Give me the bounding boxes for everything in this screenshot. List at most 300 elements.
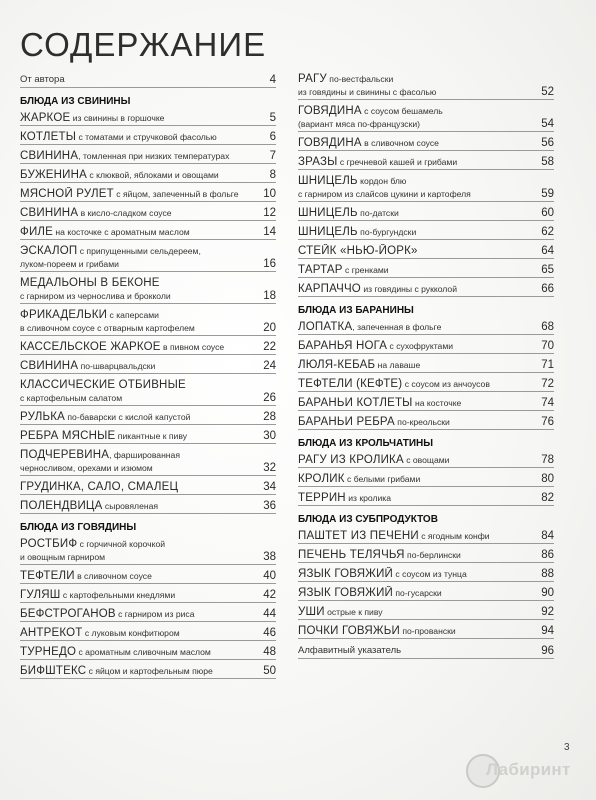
toc-entry-title (20, 276, 259, 302)
toc-entry-title (20, 168, 266, 181)
toc-entry-line (20, 321, 259, 334)
dish-description: по-баварски с кислой капустой (65, 412, 191, 422)
dish-name: ШНИЦЕЛЬ (298, 175, 358, 187)
toc-entry-page-number: 76 (541, 416, 554, 428)
toc-entry-line (20, 378, 259, 391)
toc-entry-page-number: 58 (541, 156, 554, 168)
toc-left-column (20, 72, 276, 683)
toc-entry[interactable] (20, 206, 276, 221)
toc-entry-line (298, 72, 537, 85)
dish-description: из говядины с рукколой (360, 284, 458, 294)
toc-entry-page-number: 86 (541, 549, 554, 561)
toc-entry-title (20, 607, 259, 620)
toc-entry-line (20, 359, 259, 372)
toc-entry-title (20, 410, 259, 423)
toc-entry-line (298, 117, 537, 130)
toc-entry-title (20, 626, 259, 639)
toc-entry-line (298, 358, 537, 371)
toc-entry-page-number: 50 (263, 665, 276, 677)
toc-section-heading: БЛЮДА ИЗ СВИНИНЫ (20, 96, 131, 107)
toc-entry-page-number: 10 (263, 188, 276, 200)
dish-name: ПОЛЕНДВИЦА (20, 500, 103, 512)
toc-entry-line (20, 289, 259, 302)
toc-section-heading: БЛЮДА ИЗ БАРАНИНЫ (298, 305, 414, 316)
toc-entry-line (298, 206, 537, 219)
dish-name: ГРУДИНКА, САЛО, СМАЛЕЦ (20, 481, 179, 493)
dish-name: ТЕФТЕЛИ (КЕФТЕ) (298, 378, 403, 390)
toc-entry-title (298, 472, 537, 485)
dish-description: , фаршированная (109, 450, 180, 460)
dish-name: СВИНИНА (20, 207, 79, 219)
dish-name: АНТРЕКОТ (20, 627, 83, 639)
dish-name: ШНИЦЕЛЬ (298, 226, 358, 238)
toc-entry-page-number: 36 (263, 500, 276, 512)
toc-entry-title (298, 206, 537, 219)
toc-entry-line (20, 206, 259, 219)
dish-description: по-датски (357, 208, 399, 218)
toc-entry-line (20, 588, 259, 601)
toc-entry-page-number: 46 (263, 627, 276, 639)
toc-entry-page-number: 82 (541, 492, 554, 504)
toc-entry-page-number: 8 (269, 169, 276, 181)
toc-entry-line (298, 643, 537, 657)
toc-entry-line (20, 626, 259, 639)
dish-description: в сливочном соусе (361, 138, 439, 148)
toc-entry-page-number: 94 (541, 625, 554, 637)
toc-entry-title (20, 499, 259, 512)
toc-entry-title (20, 72, 266, 86)
dish-name: КОТЛЕТЫ (20, 131, 77, 143)
toc-entry-line (20, 429, 259, 442)
watermark (466, 752, 592, 790)
toc-entry-page-number: 12 (263, 207, 276, 219)
toc-entry[interactable] (298, 358, 554, 373)
dish-description: из свинины в горшочке (70, 113, 165, 123)
toc-entry-line (298, 415, 537, 428)
toc-entry[interactable] (298, 72, 554, 100)
dish-description: и овощным гарниром (20, 552, 106, 562)
toc-entry-title (298, 225, 537, 238)
toc-entry-line (20, 499, 259, 512)
dish-description: из говядины и свинины с фасолью (298, 87, 437, 97)
toc-entry-page-number: 80 (541, 473, 554, 485)
toc-entry-title (298, 136, 537, 149)
dish-name: ШНИЦЕЛЬ (298, 207, 358, 219)
toc-entry[interactable] (298, 567, 554, 582)
dish-description: по-креольски (394, 417, 450, 427)
toc-entry[interactable] (298, 339, 554, 354)
toc-entry[interactable] (20, 664, 276, 679)
toc-entry-line (298, 624, 537, 637)
toc-section-heading: БЛЮДА ИЗ КРОЛЬЧАТИНЫ (298, 438, 434, 449)
toc-entry-title (298, 491, 537, 504)
dish-name: БЕФСТРОГАНОВ (20, 608, 116, 620)
dish-name: ЯЗЫК ГОВЯЖИЙ (298, 568, 393, 580)
toc-entry-line (20, 130, 266, 143)
dish-name: ПОЧКИ ГОВЯЖЬИ (298, 625, 400, 637)
toc-entry[interactable] (298, 174, 554, 202)
dish-description: на косточке (412, 398, 462, 408)
toc-entry-page-number: 92 (541, 606, 554, 618)
dish-name: СТЕЙК «НЬЮ-ЙОРК» (298, 245, 418, 257)
toc-entry-line (298, 472, 537, 485)
toc-entry-page-number: 4 (269, 74, 276, 86)
toc-entry[interactable] (20, 588, 276, 603)
toc-entry-page-number: 56 (541, 137, 554, 149)
toc-entry[interactable] (298, 282, 554, 297)
toc-entry-title (20, 448, 259, 474)
toc-entry-line (20, 480, 259, 493)
toc-entry[interactable] (20, 149, 276, 164)
toc-entry[interactable] (298, 244, 554, 259)
toc-entry[interactable] (20, 378, 276, 406)
toc-entry-page-number: 59 (541, 188, 554, 200)
toc-entry-page-number: 14 (263, 226, 276, 238)
toc-entry-page-number: 24 (263, 360, 276, 372)
dish-name: РЕБРА МЯСНЫЕ (20, 430, 116, 442)
dish-name: ГУЛЯШ (20, 589, 61, 601)
toc-entry-title (298, 377, 537, 390)
dish-name: КЛАССИЧЕСКИЕ ОТБИВНЫЕ (20, 379, 186, 391)
toc-entry-page-number: 64 (541, 245, 554, 257)
toc-entry-title (20, 187, 259, 200)
toc-entry[interactable] (20, 308, 276, 336)
dish-name: БАРАНЬЯ НОГА (298, 340, 388, 352)
toc-entry[interactable] (20, 410, 276, 425)
toc-entry-page-number: 66 (541, 283, 554, 295)
toc-entry-title (20, 149, 266, 162)
toc-entry-line (20, 607, 259, 620)
toc-entry-line (298, 155, 537, 168)
dish-description: с картофельными кнедлями (60, 590, 176, 600)
dish-name: РАГУ (298, 73, 327, 85)
toc-entry[interactable] (20, 187, 276, 202)
dish-description: От автора (20, 74, 65, 85)
toc-entry[interactable] (298, 605, 554, 620)
dish-description: , томленная при низких температурах (78, 151, 230, 161)
dish-description: с гречневой кашей и грибами (337, 157, 458, 167)
dish-name: БИФШТЕКС (20, 665, 87, 677)
toc-entry-page-number: 54 (541, 118, 554, 130)
dish-description: в сливочном соусе (74, 571, 152, 581)
dish-name: МЕДАЛЬОНЫ В БЕКОНЕ (20, 277, 160, 289)
dish-description: пикантные к пиву (115, 431, 188, 441)
dish-description: острые к пиву (324, 607, 383, 617)
dish-name: ФРИКАДЕЛЬКИ (20, 309, 108, 321)
toc-entry-title (20, 308, 259, 334)
dish-description: с яйцом, запеченный в фольге (113, 189, 239, 199)
toc-entry-page-number: 7 (269, 150, 276, 162)
toc-entry-title (298, 567, 537, 580)
toc-entry[interactable] (298, 453, 554, 468)
toc-entry-title (20, 429, 259, 442)
dish-name: СВИНИНА (20, 360, 79, 372)
toc-entry[interactable] (298, 586, 554, 601)
toc-entry-line (298, 136, 537, 149)
page-number: 3 (564, 742, 570, 753)
toc-entry[interactable] (20, 225, 276, 240)
toc-entry-page-number: 22 (263, 341, 276, 353)
toc-entry[interactable] (298, 415, 554, 430)
dish-description: с гарниром из риса (115, 609, 195, 619)
toc-entry-line (298, 104, 537, 117)
toc-entry[interactable] (298, 104, 554, 132)
toc-entry-line (20, 645, 259, 658)
dish-name: БАРАНЬИ КОТЛЕТЫ (298, 397, 413, 409)
dish-description: по-бургундски (357, 227, 417, 237)
dish-description: по-шварцвальдски (78, 361, 156, 371)
dish-description: черносливом, орехами и изюмом (20, 463, 153, 473)
toc-entry-line (20, 537, 259, 550)
toc-entry[interactable] (298, 320, 554, 335)
toc-entry-line (298, 282, 537, 295)
dish-description: с яйцом и картофельным пюре (86, 666, 213, 676)
toc-entry-line (298, 339, 537, 352)
toc-entry-page-number: 38 (263, 551, 276, 563)
toc-entry-title (298, 605, 537, 618)
toc-entry[interactable] (298, 155, 554, 170)
toc-entry-line (20, 569, 259, 582)
toc-entry-line (20, 225, 259, 238)
toc-entry[interactable] (20, 499, 276, 514)
dish-name: БАРАНЬИ РЕБРА (298, 416, 395, 428)
toc-entry-title (20, 645, 259, 658)
dish-name: СВИНИНА (20, 150, 79, 162)
toc-entry-title (20, 340, 259, 353)
dish-description: с ягодным конфи (418, 531, 490, 541)
dish-description: с томатами и стручковой фасолью (76, 132, 217, 142)
toc-entry[interactable] (20, 168, 276, 183)
toc-entry-title (298, 282, 537, 295)
dish-description: сыровяленая (102, 501, 159, 511)
toc-entry[interactable] (20, 448, 276, 476)
toc-entry-page-number: 68 (541, 321, 554, 333)
toc-entry[interactable] (20, 244, 276, 272)
toc-entry[interactable] (20, 111, 276, 126)
toc-entry-line (298, 567, 537, 580)
toc-entry-page-number: 34 (263, 481, 276, 493)
toc-entry[interactable] (20, 359, 276, 374)
toc-entry-line (298, 396, 537, 409)
toc-entry-title (298, 358, 537, 371)
toc-entry-title (298, 529, 537, 542)
toc-entry[interactable] (298, 396, 554, 411)
dish-name: ФИЛЕ (20, 226, 54, 238)
toc-entry-line (298, 377, 537, 390)
dish-name: ЭСКАЛОП (20, 245, 78, 257)
toc-entry-line (20, 111, 266, 124)
toc-entry-title (298, 396, 537, 409)
dish-description: с овощами (403, 455, 450, 465)
toc-entry[interactable] (20, 480, 276, 495)
toc-entry-page-number: 72 (541, 378, 554, 390)
toc-entry-title (298, 415, 537, 428)
dish-description: на лаваше (375, 360, 421, 370)
toc-entry[interactable] (298, 624, 554, 639)
toc-entry[interactable] (20, 340, 276, 355)
toc-entry-page-number: 62 (541, 226, 554, 238)
toc-entry[interactable] (20, 569, 276, 584)
toc-entry-page-number: 42 (263, 589, 276, 601)
toc-entry-line (298, 263, 537, 276)
toc-entry-page-number: 71 (541, 359, 554, 371)
dish-description: , запеченная в фольге (352, 322, 442, 332)
toc-entry-line (298, 548, 537, 561)
dish-name: УШИ (298, 606, 325, 618)
toc-entry-page-number: 32 (263, 462, 276, 474)
toc-entry-page-number: 52 (541, 86, 554, 98)
dish-description: по-вестфальски (326, 74, 394, 84)
toc-entry-page-number: 18 (263, 290, 276, 302)
dish-description: кордон блю (357, 176, 407, 186)
toc-entry[interactable] (20, 276, 276, 304)
toc-entry-title (298, 586, 537, 599)
toc-entry-title (20, 111, 266, 124)
dish-name: КАРПАЧЧО (298, 283, 361, 295)
toc-entry-line (20, 149, 266, 162)
toc-entry-line (298, 244, 537, 257)
toc-entry-line (298, 586, 537, 599)
dish-description: с клюквой, яблоками и овощами (87, 170, 219, 180)
dish-description: с белыми грибами (344, 474, 421, 484)
toc-entry-title (20, 225, 259, 238)
dish-description: по-провански (399, 626, 456, 636)
dish-name: ПЕЧЕНЬ ТЕЛЯЧЬЯ (298, 549, 405, 561)
dish-description: с соусом из анчоусов (402, 379, 490, 389)
toc-entry[interactable] (298, 206, 554, 221)
toc-entry-title (20, 537, 259, 563)
toc-entry-line (298, 225, 537, 238)
toc-entry-title (298, 72, 537, 98)
dish-description: (вариант мяса по-французски) (298, 119, 421, 129)
dish-name: ТЕРРИН (298, 492, 346, 504)
dish-name: ЛОПАТКА (298, 321, 353, 333)
toc-entry[interactable] (298, 225, 554, 240)
toc-entry-line (20, 410, 259, 423)
toc-entry[interactable] (20, 429, 276, 444)
toc-entry[interactable] (298, 529, 554, 544)
toc-entry-title (298, 263, 537, 276)
dish-description: с гарниром из слайсов цукини и картофеля (298, 189, 471, 199)
toc-entry[interactable] (20, 72, 276, 88)
dish-description: с припущенными сельдереем, (77, 246, 201, 256)
toc-entry-line (20, 448, 259, 461)
toc-entry-line (298, 491, 537, 504)
toc-entry-title (20, 130, 266, 143)
toc-entry-page-number: 44 (263, 608, 276, 620)
toc-entry-title (298, 104, 537, 130)
toc-entry-page-number: 20 (263, 322, 276, 334)
dish-description: из кролика (345, 493, 392, 503)
dish-description: с сухофруктами (387, 341, 454, 351)
toc-entry-page-number: 74 (541, 397, 554, 409)
toc-entry[interactable] (20, 645, 276, 660)
toc-entry[interactable] (20, 626, 276, 641)
toc-entry[interactable] (298, 548, 554, 563)
toc-entry[interactable] (20, 607, 276, 622)
dish-description: с луковым конфитюром (82, 628, 180, 638)
toc-entry-title (20, 359, 259, 372)
toc-entry[interactable] (20, 537, 276, 565)
dish-name: ЖАРКОЕ (20, 112, 71, 124)
toc-entry-page-number: 90 (541, 587, 554, 599)
toc-entry-page-number: 65 (541, 264, 554, 276)
toc-entry-line (20, 276, 259, 289)
dish-name: БУЖЕНИНА (20, 169, 88, 181)
dish-description: с гарниром из чернослива и брокколи (20, 291, 171, 301)
dish-name: ЛЮЛЯ-КЕБАБ (298, 359, 376, 371)
toc-entry[interactable] (298, 472, 554, 487)
dish-description: в пивном соусе (160, 342, 225, 352)
dish-description: на косточке с ароматным маслом (53, 227, 190, 237)
toc-right-column (298, 72, 554, 663)
toc-entry-title (20, 664, 259, 677)
toc-entry[interactable] (298, 136, 554, 151)
dish-description: с каперсами (107, 310, 159, 320)
dish-name: КАССЕЛЬСКОЕ ЖАРКОЕ (20, 341, 161, 353)
toc-entry-line (298, 605, 537, 618)
toc-entry-title (298, 244, 537, 257)
dish-description: с гренками (342, 265, 389, 275)
toc-entry-title (298, 320, 537, 333)
dish-name: ПАШТЕТ ИЗ ПЕЧЕНИ (298, 530, 419, 542)
toc-entry-title (298, 643, 537, 657)
toc-entry-line (20, 391, 259, 404)
toc-entry-line (298, 174, 537, 187)
dish-name: РОСТБИФ (20, 538, 78, 550)
toc-entry[interactable] (298, 643, 554, 659)
toc-entry-line (20, 187, 259, 200)
toc-entry-line (298, 529, 537, 542)
toc-entry-line (20, 72, 266, 86)
dish-name: РУЛЬКА (20, 411, 66, 423)
toc-entry[interactable] (298, 263, 554, 278)
dish-description: Алфавитный указатель (298, 645, 402, 656)
toc-entry-page-number: 30 (263, 430, 276, 442)
toc-entry-line (298, 187, 537, 200)
toc-entry-page-number: 6 (269, 131, 276, 143)
toc-entry[interactable] (298, 377, 554, 392)
dish-name: ГОВЯДИНА (298, 105, 362, 117)
toc-entry-title (298, 624, 537, 637)
dish-description: в кисло-сладком соусе (78, 208, 172, 218)
toc-entry-title (298, 339, 537, 352)
toc-entry-page-number: 96 (541, 645, 554, 657)
dish-name: РАГУ ИЗ КРОЛИКА (298, 454, 404, 466)
toc-entry-page-number: 26 (263, 392, 276, 404)
toc-entry-title (298, 453, 537, 466)
dish-name: КРОЛИК (298, 473, 345, 485)
toc-entry-line (20, 340, 259, 353)
toc-entry-title (298, 174, 537, 200)
dish-name: ТЕФТЕЛИ (20, 570, 75, 582)
toc-entry-title (20, 480, 259, 493)
toc-entry-title (20, 378, 259, 404)
toc-entry-page-number: 88 (541, 568, 554, 580)
toc-entry-page-number: 84 (541, 530, 554, 542)
dish-name: ЯЗЫК ГОВЯЖИЙ (298, 587, 393, 599)
toc-entry-page-number: 48 (263, 646, 276, 658)
toc-entry-page-number: 5 (269, 112, 276, 124)
dish-name: ТАРТАР (298, 264, 343, 276)
toc-entry-page-number: 16 (263, 258, 276, 270)
toc-entry[interactable] (298, 491, 554, 506)
dish-description: с горчичной корочкой (77, 539, 166, 549)
toc-entry-title (20, 244, 259, 270)
toc-entry[interactable] (20, 130, 276, 145)
dish-description: по-берлински (404, 550, 461, 560)
toc-entry-title (298, 548, 537, 561)
